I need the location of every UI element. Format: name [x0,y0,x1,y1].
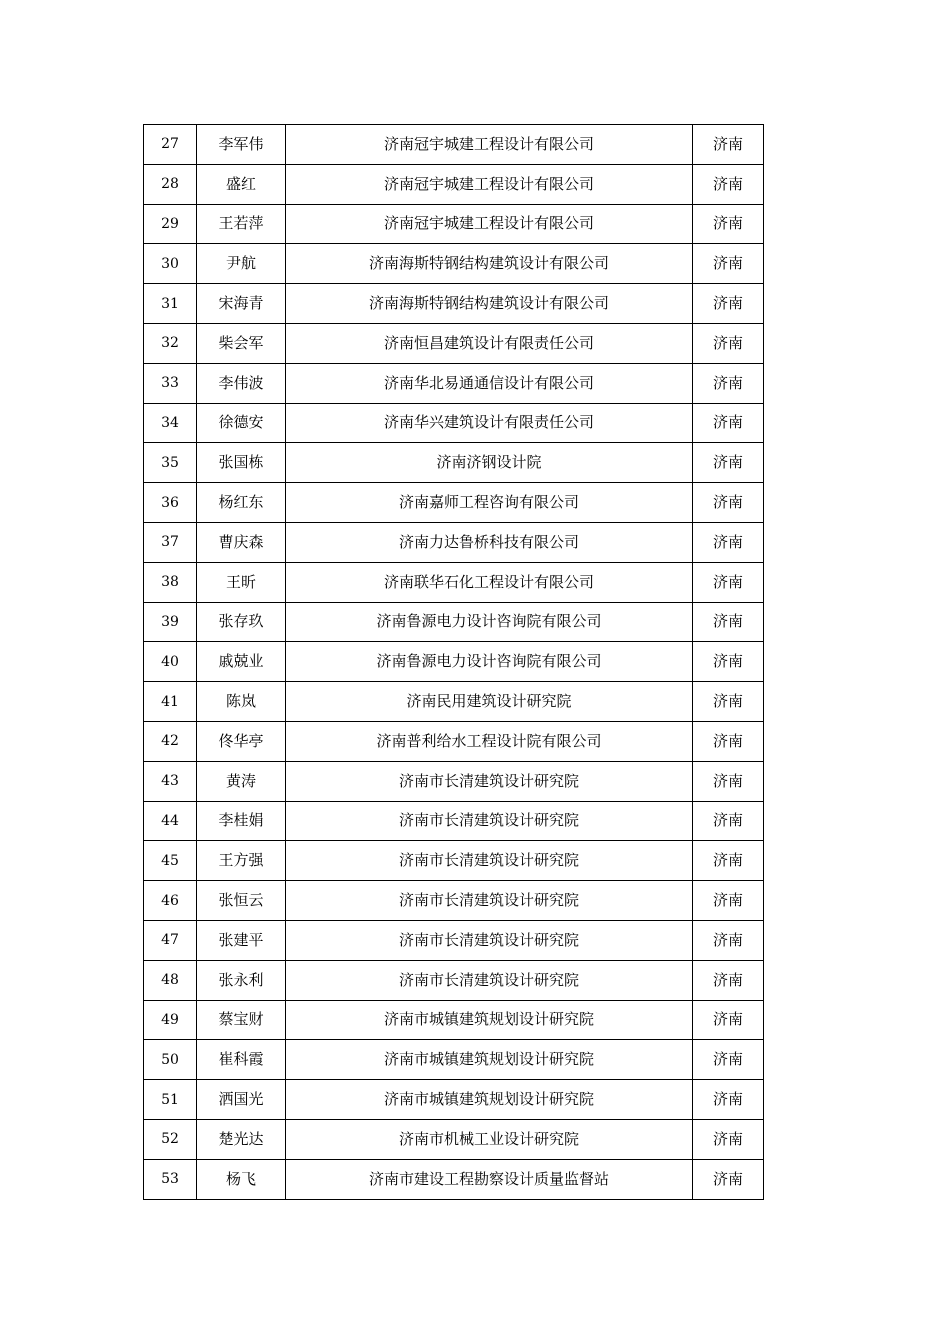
table-row [144,323,764,363]
city-cell: 济南 [693,443,764,483]
city-cell: 济南 [693,244,764,284]
organization-cell: 济南市机械工业设计研究院 [286,1119,693,1159]
row-number-cell: 36 [144,483,197,523]
personnel-table [143,124,764,1200]
city-cell: 济南 [693,522,764,562]
row-number-cell: 50 [144,1040,197,1080]
organization-cell: 济南市长清建筑设计研究院 [286,801,693,841]
row-number-cell: 29 [144,204,197,244]
table-row [144,1119,764,1159]
table-row [144,284,764,324]
table-row [144,363,764,403]
organization-cell: 济南市长清建筑设计研究院 [286,841,693,881]
organization-cell: 济南鲁源电力设计咨询院有限公司 [286,642,693,682]
person-name-cell: 尹航 [197,244,286,284]
city-cell: 济南 [693,125,764,165]
table-row [144,483,764,523]
city-cell: 济南 [693,284,764,324]
organization-cell: 济南普利给水工程设计院有限公司 [286,721,693,761]
row-number-cell: 49 [144,1000,197,1040]
person-name-cell: 李伟波 [197,363,286,403]
city-cell: 济南 [693,1040,764,1080]
city-cell: 济南 [693,483,764,523]
row-number-cell: 52 [144,1119,197,1159]
person-name-cell: 徐德安 [197,403,286,443]
city-cell: 济南 [693,1119,764,1159]
organization-cell: 济南海斯特钢结构建筑设计有限公司 [286,284,693,324]
table-row [144,721,764,761]
organization-cell: 济南恒昌建筑设计有限责任公司 [286,323,693,363]
table-row [144,1080,764,1120]
person-name-cell: 李桂娟 [197,801,286,841]
person-name-cell: 柴会军 [197,323,286,363]
organization-cell: 济南华北易通通信设计有限公司 [286,363,693,403]
organization-cell: 济南华兴建筑设计有限责任公司 [286,403,693,443]
organization-cell: 济南济钢设计院 [286,443,693,483]
person-name-cell: 张存玖 [197,602,286,642]
organization-cell: 济南嘉师工程咨询有限公司 [286,483,693,523]
table-row [144,1040,764,1080]
city-cell: 济南 [693,164,764,204]
city-cell: 济南 [693,323,764,363]
table-row [144,1000,764,1040]
organization-cell: 济南冠宇城建工程设计有限公司 [286,164,693,204]
city-cell: 济南 [693,1000,764,1040]
organization-cell: 济南民用建筑设计研究院 [286,682,693,722]
city-cell: 济南 [693,682,764,722]
table-row [144,403,764,443]
city-cell: 济南 [693,841,764,881]
table-row [144,562,764,602]
row-number-cell: 27 [144,125,197,165]
city-cell: 济南 [693,1159,764,1199]
table-row [144,443,764,483]
organization-cell: 济南市城镇建筑规划设计研究院 [286,1040,693,1080]
row-number-cell: 34 [144,403,197,443]
table-row [144,244,764,284]
organization-cell: 济南冠宇城建工程设计有限公司 [286,204,693,244]
city-cell: 济南 [693,801,764,841]
person-name-cell: 黄涛 [197,761,286,801]
table-row [144,204,764,244]
table-row [144,841,764,881]
organization-cell: 济南市建设工程勘察设计质量监督站 [286,1159,693,1199]
person-name-cell: 戚兢业 [197,642,286,682]
city-cell: 济南 [693,204,764,244]
person-name-cell: 张国栋 [197,443,286,483]
person-name-cell: 崔科霞 [197,1040,286,1080]
city-cell: 济南 [693,721,764,761]
city-cell: 济南 [693,642,764,682]
row-number-cell: 53 [144,1159,197,1199]
table-row [144,881,764,921]
city-cell: 济南 [693,761,764,801]
person-name-cell: 蔡宝财 [197,1000,286,1040]
city-cell: 济南 [693,1080,764,1120]
row-number-cell: 30 [144,244,197,284]
row-number-cell: 51 [144,1080,197,1120]
organization-cell: 济南鲁源电力设计咨询院有限公司 [286,602,693,642]
row-number-cell: 35 [144,443,197,483]
row-number-cell: 48 [144,960,197,1000]
row-number-cell: 31 [144,284,197,324]
city-cell: 济南 [693,562,764,602]
table-row [144,164,764,204]
person-name-cell: 王若萍 [197,204,286,244]
person-name-cell: 张恒云 [197,881,286,921]
person-name-cell: 张永利 [197,960,286,1000]
organization-cell: 济南市城镇建筑规划设计研究院 [286,1080,693,1120]
organization-cell: 济南市长清建筑设计研究院 [286,960,693,1000]
person-name-cell: 李军伟 [197,125,286,165]
person-name-cell: 杨红东 [197,483,286,523]
table-row [144,602,764,642]
row-number-cell: 46 [144,881,197,921]
person-name-cell: 曹庆森 [197,522,286,562]
organization-cell: 济南力达鲁桥科技有限公司 [286,522,693,562]
organization-cell: 济南市城镇建筑规划设计研究院 [286,1000,693,1040]
row-number-cell: 38 [144,562,197,602]
person-name-cell: 杨飞 [197,1159,286,1199]
row-number-cell: 43 [144,761,197,801]
table-row [144,522,764,562]
personnel-table-body [144,125,764,1200]
table-row [144,761,764,801]
city-cell: 济南 [693,920,764,960]
row-number-cell: 28 [144,164,197,204]
city-cell: 济南 [693,881,764,921]
row-number-cell: 39 [144,602,197,642]
city-cell: 济南 [693,363,764,403]
organization-cell: 济南市长清建筑设计研究院 [286,881,693,921]
organization-cell: 济南联华石化工程设计有限公司 [286,562,693,602]
table-row [144,801,764,841]
person-name-cell: 张建平 [197,920,286,960]
table-row [144,125,764,165]
table-row [144,1159,764,1199]
city-cell: 济南 [693,403,764,443]
city-cell: 济南 [693,602,764,642]
table-row [144,960,764,1000]
row-number-cell: 47 [144,920,197,960]
organization-cell: 济南冠宇城建工程设计有限公司 [286,125,693,165]
organization-cell: 济南市长清建筑设计研究院 [286,920,693,960]
person-name-cell: 盛红 [197,164,286,204]
city-cell: 济南 [693,960,764,1000]
person-name-cell: 王方强 [197,841,286,881]
person-name-cell: 王昕 [197,562,286,602]
row-number-cell: 45 [144,841,197,881]
row-number-cell: 32 [144,323,197,363]
organization-cell: 济南海斯特钢结构建筑设计有限公司 [286,244,693,284]
person-name-cell: 楚光达 [197,1119,286,1159]
table-row [144,920,764,960]
row-number-cell: 41 [144,682,197,722]
table-row [144,642,764,682]
person-name-cell: 佟华亭 [197,721,286,761]
row-number-cell: 40 [144,642,197,682]
row-number-cell: 33 [144,363,197,403]
row-number-cell: 37 [144,522,197,562]
row-number-cell: 42 [144,721,197,761]
row-number-cell: 44 [144,801,197,841]
person-name-cell: 洒国光 [197,1080,286,1120]
organization-cell: 济南市长清建筑设计研究院 [286,761,693,801]
person-name-cell: 陈岚 [197,682,286,722]
person-name-cell: 宋海青 [197,284,286,324]
table-row [144,682,764,722]
